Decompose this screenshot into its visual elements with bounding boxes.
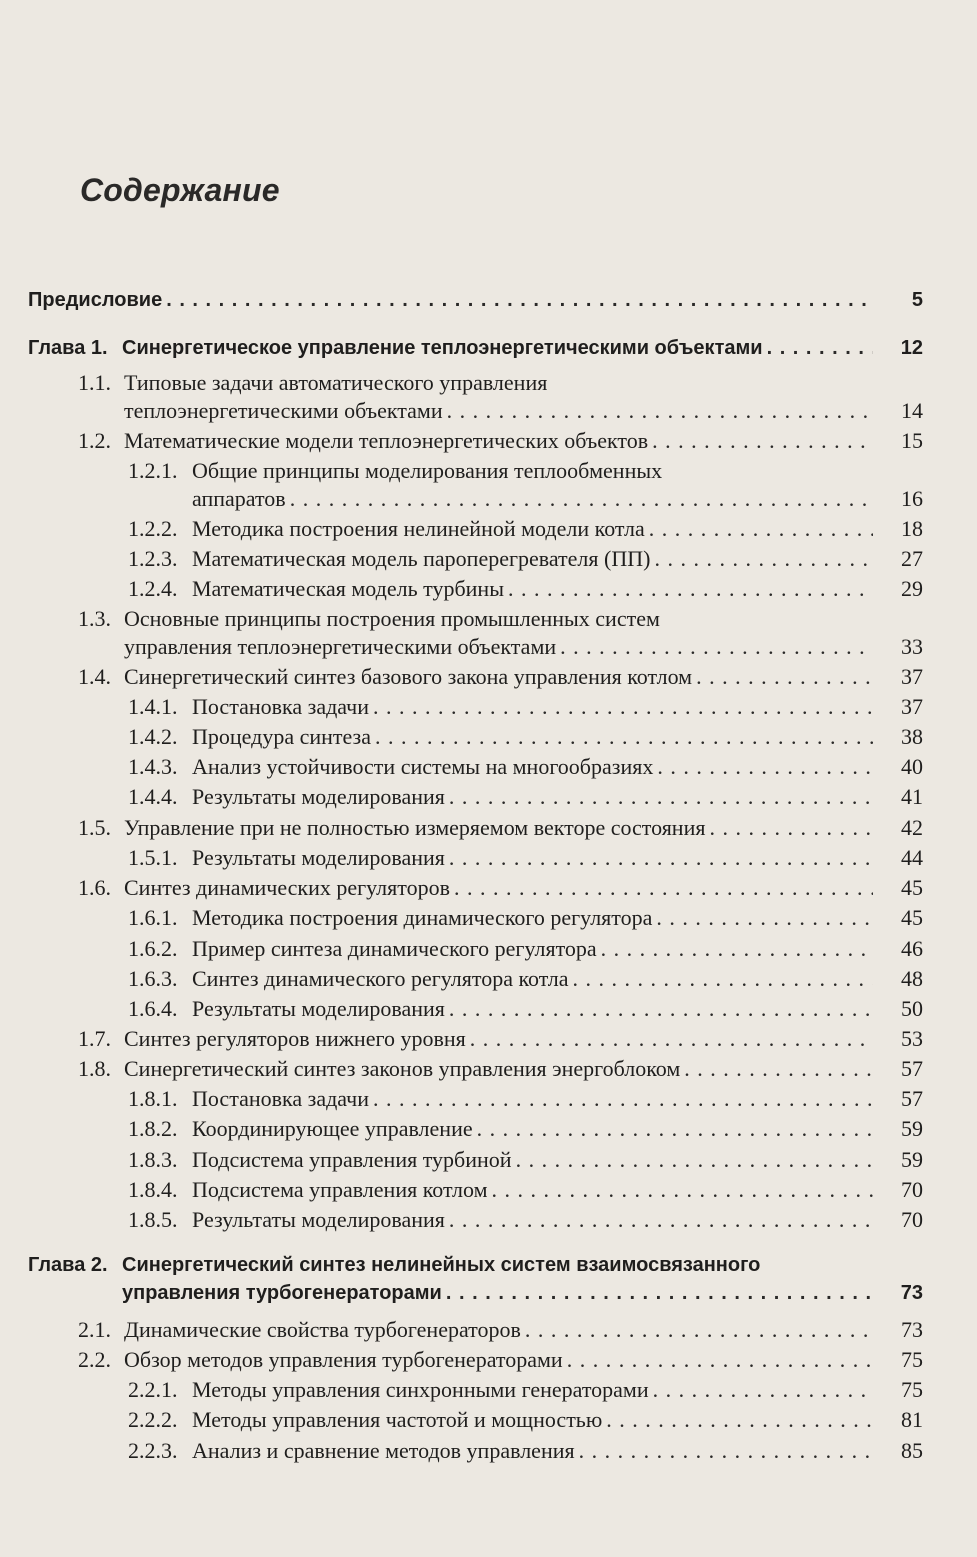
toc-number: 1.2. — [78, 428, 111, 453]
toc-title: Подсистема управления котлом — [192, 1177, 488, 1202]
leader-dots — [656, 903, 873, 933]
toc-number: 1.7. — [78, 1026, 111, 1051]
toc-page-number: 59 — [901, 1147, 923, 1172]
toc-leader-line — [124, 1315, 877, 1345]
leader-dots — [649, 514, 873, 544]
toc-page-number: 70 — [901, 1207, 923, 1232]
leader-dots — [454, 873, 873, 903]
toc-number: Глава 2. — [28, 1254, 108, 1276]
toc-page-number: 73 — [901, 1317, 923, 1342]
toc-page-number: 18 — [901, 516, 923, 541]
toc-page-number: 53 — [901, 1026, 923, 1051]
toc-title: Математические модели теплоэнергетических объектов — [124, 428, 649, 453]
toc-title: Анализ устойчивости системы на многообразиях — [192, 754, 654, 779]
leader-dots — [657, 752, 873, 782]
toc-page-number: 40 — [901, 754, 923, 779]
toc-number: 2.2.2. — [128, 1407, 178, 1432]
toc-page-number: 45 — [901, 905, 923, 930]
toc-page-number: 12 — [900, 337, 923, 359]
toc-leader-line — [122, 333, 877, 363]
toc-page-number: 42 — [901, 815, 923, 840]
toc-title: Типовые задачи автоматического управления — [124, 370, 548, 395]
leader-dots — [560, 632, 873, 662]
toc-leader-line — [124, 426, 877, 456]
toc-title: Динамические свойства турбогенераторов — [124, 1317, 521, 1342]
toc-title: Методы управления синхронными генераторами — [192, 1377, 649, 1402]
toc-leader-line — [192, 722, 877, 752]
toc-page-number: 15 — [901, 428, 923, 453]
toc-title: Методы управления частотой и мощностью — [192, 1407, 603, 1432]
toc-leader-line — [192, 1436, 877, 1466]
toc-page-number: 75 — [901, 1377, 923, 1402]
toc-title-continuation: управления турбогенераторами — [122, 1282, 442, 1304]
leader-dots — [525, 1315, 873, 1345]
leader-dots — [449, 1205, 873, 1235]
toc-title: Математическая модель пароперегревателя (ПП) — [192, 546, 651, 571]
toc-number: 1.5.1. — [128, 845, 178, 870]
toc-number: 1.4.4. — [128, 784, 178, 809]
toc-number: 1.3. — [78, 606, 111, 631]
toc-number: 1.6.4. — [128, 996, 178, 1021]
toc-title: Результаты моделирования — [192, 996, 445, 1021]
toc-number: 1.8. — [78, 1056, 111, 1081]
toc-title: Обзор методов управления турбогенераторами — [124, 1347, 563, 1372]
toc-leader-line — [124, 1024, 877, 1054]
toc-page-number: 38 — [901, 724, 923, 749]
toc-number: 2.2. — [78, 1347, 111, 1372]
toc-leader-line — [192, 1175, 877, 1205]
toc-page-number: 44 — [901, 845, 923, 870]
toc-number: 1.8.1. — [128, 1086, 178, 1111]
leader-dots — [652, 426, 873, 456]
leader-dots — [290, 484, 873, 514]
toc-leader-line — [124, 396, 877, 426]
toc-number: 1.8.2. — [128, 1116, 178, 1141]
toc-title-continuation: теплоэнергетическими объектами — [124, 398, 443, 423]
toc-page-number: 59 — [901, 1116, 923, 1141]
toc-title: Синтез динамических регуляторов — [124, 875, 450, 900]
toc-title: Синергетический синтез нелинейных систем взаимосвязанного — [122, 1254, 761, 1276]
toc-title: Методика построения динамического регулятора — [192, 905, 653, 930]
leader-dots — [579, 1436, 873, 1466]
toc-leader-line — [192, 903, 877, 933]
leader-dots — [477, 1114, 873, 1144]
toc-number: 2.1. — [78, 1317, 111, 1342]
toc-leader-line — [192, 692, 877, 722]
toc-leader-line — [122, 1278, 877, 1308]
toc-number: 1.4.3. — [128, 754, 178, 779]
leader-dots — [373, 1084, 873, 1114]
toc-number: 1.8.5. — [128, 1207, 178, 1232]
toc-title: Результаты моделирования — [192, 845, 445, 870]
leader-dots — [709, 813, 873, 843]
toc-title-continuation: аппаратов — [192, 486, 286, 511]
toc-number: 1.6.2. — [128, 936, 178, 961]
leader-dots — [684, 1054, 873, 1084]
toc-page-number: 70 — [901, 1177, 923, 1202]
leader-dots — [508, 574, 873, 604]
leader-dots — [573, 964, 873, 994]
toc-title: Предисловие — [28, 289, 163, 311]
toc-leader-line — [192, 1145, 877, 1175]
toc-title-continuation: управления теплоэнергетическими объектами — [124, 634, 557, 659]
toc-title: Координирующее управление — [192, 1116, 473, 1141]
toc-title: Подсистема управления турбиной — [192, 1147, 512, 1172]
toc-title: Методика построения нелинейной модели котла — [192, 516, 645, 541]
toc-page-number: 46 — [901, 936, 923, 961]
toc-title: Процедура синтеза — [192, 724, 372, 749]
toc-leader-line — [192, 843, 877, 873]
toc-page-number: 45 — [901, 875, 923, 900]
toc-leader-line — [192, 574, 877, 604]
toc-page-number: 48 — [901, 966, 923, 991]
toc-page-number: 16 — [901, 486, 923, 511]
toc-page-number: 5 — [911, 289, 923, 311]
toc-title: Управление при не полностью измеряемом векторе состояния — [124, 815, 706, 840]
toc-title: Синергетический синтез базового закона управления котлом — [124, 664, 693, 689]
toc-title: Общие принципы моделирования теплообменных — [192, 458, 663, 483]
toc-page-number: 73 — [900, 1282, 923, 1304]
toc-title: Постановка задачи — [192, 694, 369, 719]
toc-title: Синтез динамического регулятора котла — [192, 966, 569, 991]
toc-number: 1.4. — [78, 664, 111, 689]
toc-page-number: 33 — [901, 634, 923, 659]
toc-leader-line — [192, 1375, 877, 1405]
toc-number: 2.2.1. — [128, 1377, 178, 1402]
toc-title: Математическая модель турбины — [192, 576, 504, 601]
toc-number: 1.6.1. — [128, 905, 178, 930]
toc-leader-line — [124, 632, 877, 662]
toc-number: 1.8.4. — [128, 1177, 178, 1202]
leader-dots — [373, 692, 873, 722]
leader-dots — [375, 722, 873, 752]
toc-page-number: 37 — [901, 664, 923, 689]
toc-page-number: 57 — [901, 1086, 923, 1111]
leader-dots — [470, 1024, 873, 1054]
leader-dots — [446, 1278, 873, 1308]
toc-title: Синергетическое управление теплоэнергетическими объектами — [122, 337, 763, 359]
toc-number: 1.4.2. — [128, 724, 178, 749]
toc-number: 2.2.3. — [128, 1438, 178, 1463]
leader-dots — [449, 843, 873, 873]
toc-page-number: 14 — [901, 398, 923, 423]
page-title: Содержание — [80, 172, 280, 208]
toc-page-number: 27 — [901, 546, 923, 571]
toc-number: 1.2.3. — [128, 546, 178, 571]
leader-dots — [606, 1405, 873, 1435]
leader-dots — [654, 544, 873, 574]
leader-dots — [166, 285, 873, 315]
toc-leader-line — [124, 1054, 877, 1084]
toc-leader-line — [192, 1114, 877, 1144]
toc-leader-line — [192, 544, 877, 574]
toc-title: Постановка задачи — [192, 1086, 369, 1111]
toc-page-number: 81 — [901, 1407, 923, 1432]
toc-number: 1.1. — [78, 370, 111, 395]
toc-leader-line — [192, 1405, 877, 1435]
toc-leader-line — [28, 285, 877, 315]
toc-title: Синтез регуляторов нижнего уровня — [124, 1026, 466, 1051]
toc-number: 1.2.4. — [128, 576, 178, 601]
leader-dots — [696, 662, 873, 692]
toc-page-number: 75 — [901, 1347, 923, 1372]
toc-number: 1.6. — [78, 875, 111, 900]
toc-leader-line — [192, 1084, 877, 1114]
toc-title: Результаты моделирования — [192, 1207, 445, 1232]
toc-leader-line — [192, 994, 877, 1024]
toc-leader-line — [124, 813, 877, 843]
leader-dots — [449, 782, 873, 812]
toc-number: 1.4.1. — [128, 694, 178, 719]
toc-page-number: 85 — [901, 1438, 923, 1463]
toc-title: Синергетический синтез законов управления энергоблоком — [124, 1056, 681, 1081]
leader-dots — [653, 1375, 873, 1405]
toc-page-number: 29 — [901, 576, 923, 601]
leader-dots — [767, 333, 873, 363]
toc-page-number: 37 — [901, 694, 923, 719]
leader-dots — [567, 1345, 873, 1375]
toc-number: 1.2.1. — [128, 458, 178, 483]
leader-dots — [516, 1145, 873, 1175]
toc-leader-line — [192, 1205, 877, 1235]
leader-dots — [447, 396, 873, 426]
toc-leader-line — [124, 1345, 877, 1375]
toc-number: 1.6.3. — [128, 966, 178, 991]
toc-title: Основные принципы построения промышленных систем — [124, 606, 660, 631]
toc-title: Результаты моделирования — [192, 784, 445, 809]
toc-page-number: 41 — [901, 784, 923, 809]
toc-number: 1.5. — [78, 815, 111, 840]
toc-leader-line — [192, 484, 877, 514]
toc-page-number: 57 — [901, 1056, 923, 1081]
toc-leader-line — [192, 934, 877, 964]
toc-number: Глава 1. — [28, 337, 108, 359]
toc-leader-line — [192, 752, 877, 782]
toc-title: Пример синтеза динамического регулятора — [192, 936, 597, 961]
toc-title: Анализ и сравнение методов управления — [192, 1438, 575, 1463]
toc-leader-line — [192, 782, 877, 812]
leader-dots — [601, 934, 873, 964]
toc-number: 1.8.3. — [128, 1147, 178, 1172]
toc-page-number: 50 — [901, 996, 923, 1021]
toc-leader-line — [124, 873, 877, 903]
leader-dots — [492, 1175, 873, 1205]
toc-leader-line — [124, 662, 877, 692]
leader-dots — [449, 994, 873, 1024]
toc-number: 1.2.2. — [128, 516, 178, 541]
toc-leader-line — [192, 514, 877, 544]
toc-leader-line — [192, 964, 877, 994]
